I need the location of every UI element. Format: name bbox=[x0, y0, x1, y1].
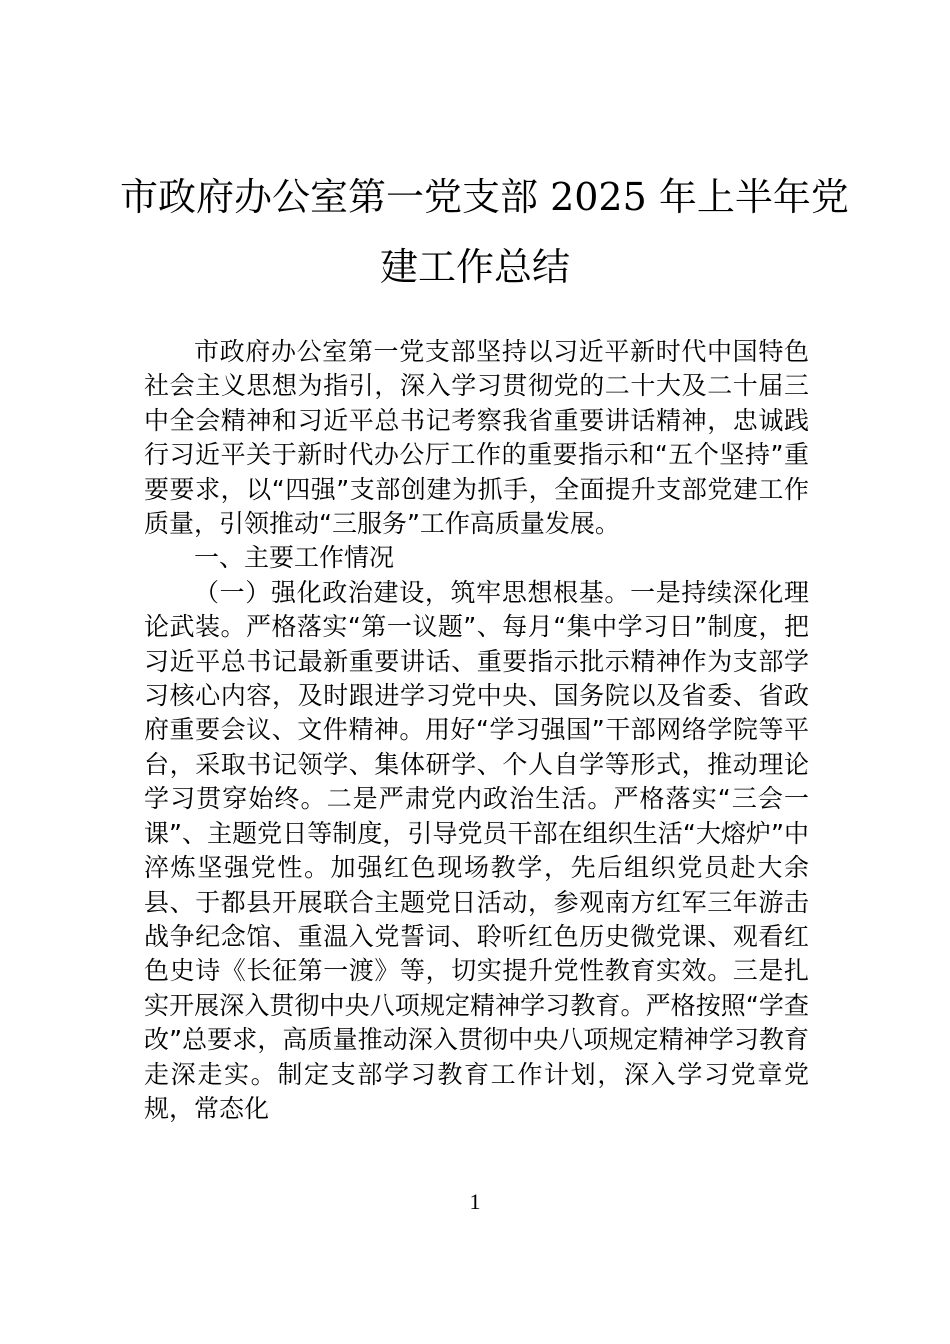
document-title-line-2: 建工作总结 bbox=[379, 245, 570, 289]
page-number: 1 bbox=[469, 1189, 481, 1214]
section-heading: 一、主要工作情况 bbox=[194, 543, 395, 573]
document-body bbox=[144, 335, 809, 1126]
document-title-line-1: 市政府办公室第一党支部 2025 年上半年党 bbox=[120, 175, 849, 219]
intro-paragraph: 市政府办公室第一党支部坚持以习近平新时代中国特色社会主义思想为指引，深入学习贯彻党的二十大及二十届三中全会精神和习近平总书记考察我省重要讲话精神，忠诚践行习近平关于新时代办公厅工作的重要指示和“五个坚持”重要要求，以“四强”支部创建为抓手，全面提升支部党建工作质量，引领推动“三服务”工作高质量发展。 bbox=[144, 337, 809, 539]
section-paragraph: （一）强化政治建设，筑牢思想根基。一是持续深化理论武装。严格落实“第一议题”、每月“集中学习日”制度，把习近平总书记最新重要讲话、重要指示批示精神作为支部学习核心内容，及时跟进学习党中央、国务院以及省委、省政府重要会议、文件精神。用好“学习强国”干部网络学院等平台，采取书记领学、集体研学、个人自学等形式，推动理论学习贯穿始终。二是严肃党内政治生活。严格落实“三会一课”、主题党日等制度，引导党员干部在组织生活“大熔炉”中淬炼坚强党性。加强红色现场教学，先后组织党员赴大余县、于都县开展联合主题党日活动，参观南方红军三年游击战争纪念馆、重温入党誓词、聆听红色历史微党课、观看红色史诗《长征第一渡》等，切实提升党性教育实效。三是扎实开展深入贯彻中央八项规定精神学习教育。严格按照“学查改”总要求，高质量推动深入贯彻中央八项规定精神学习教育走深走实。制定支部学习教育工作计划，深入学习党章党规，常态化 bbox=[144, 577, 809, 1123]
